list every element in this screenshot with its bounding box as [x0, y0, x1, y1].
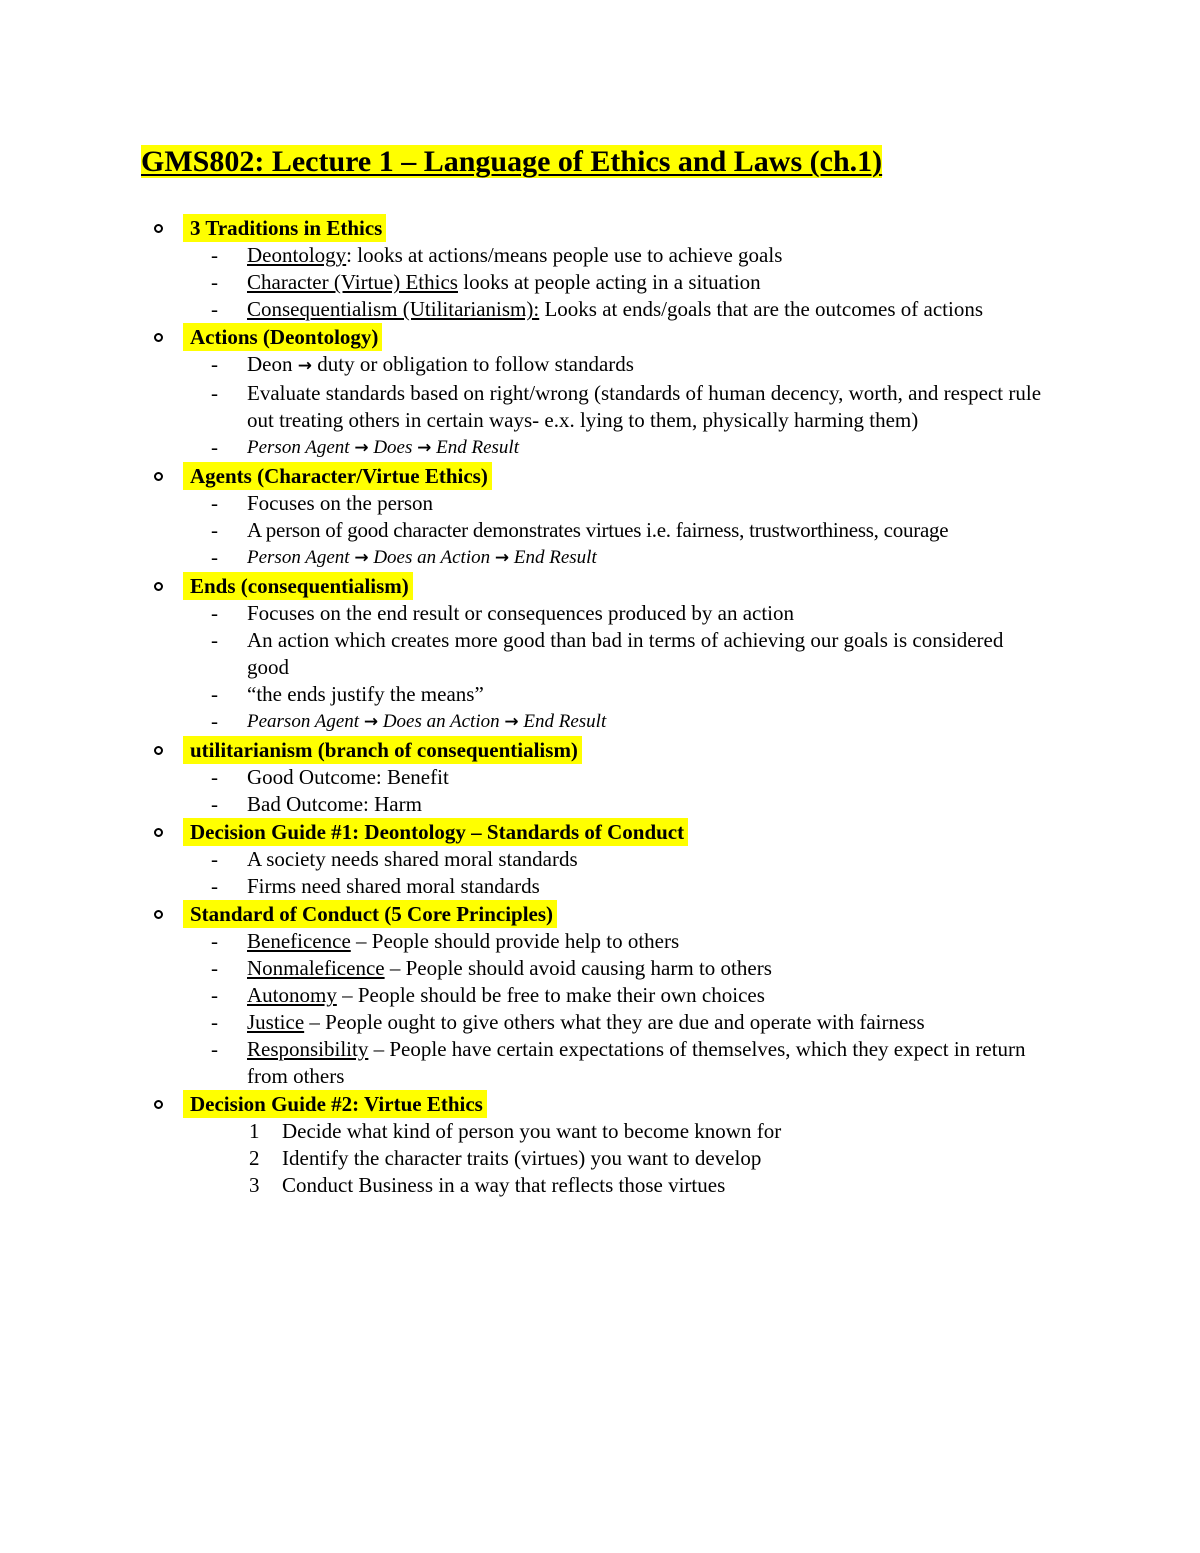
arrow-right-icon: →: [354, 548, 369, 568]
list-item: - Beneficence – People should provide help to others: [211, 929, 680, 953]
list-item: - A society needs shared moral standards: [211, 847, 578, 871]
arrow-right-icon: →: [354, 438, 369, 458]
circle-bullet-icon: [152, 214, 170, 242]
section-heading: Decision Guide #1: Deontology – Standards of Conduct: [0, 818, 1200, 846]
arrow-right-icon: →: [504, 712, 519, 732]
section-heading: Decision Guide #2: Virtue Ethics: [0, 1090, 1200, 1118]
circle-bullet-icon: [152, 1090, 170, 1118]
numbered-item: 2 Identify the character traits (virtues) you want to develop: [249, 1146, 762, 1170]
circle-bullet-icon: [152, 900, 170, 928]
list-item: - Good Outcome: Benefit: [211, 765, 449, 789]
list-item: - Focuses on the end result or consequences produced by an action: [211, 601, 795, 625]
list-item: - “the ends justify the means”: [211, 682, 484, 706]
notes-body: [0, 214, 1200, 1199]
list-item: - Responsibility – People have certain expectations of themselves, which they expect in return from others: [211, 1037, 1026, 1088]
section-heading: utilitarianism (branch of consequentialism): [0, 736, 1200, 764]
list-item: - Deontology: looks at actions/means people use to achieve goals: [211, 243, 783, 267]
arrow-right-icon: →: [363, 712, 379, 732]
list-item: - Autonomy – People should be free to make their own choices: [211, 983, 765, 1007]
arrow-right-icon: →: [417, 438, 432, 458]
list-item: - Consequentialism (Utilitarianism): Looks at ends/goals that are the outcomes of actions: [211, 297, 984, 321]
list-item: - Nonmaleficence – People should avoid causing harm to others: [211, 956, 772, 980]
section-heading: Standard of Conduct (5 Core Principles): [0, 900, 1200, 928]
list-item: - Pearson Agent → Does an Action → End Result: [211, 709, 607, 733]
page-title: GMS802: Lecture 1 – Language of Ethics and Laws (ch.1): [141, 145, 883, 178]
list-item: - Character (Virtue) Ethics looks at people acting in a situation: [211, 270, 761, 294]
list-item: - Focuses on the person: [211, 491, 434, 515]
section-heading: Agents (Character/Virtue Ethics): [0, 462, 1200, 490]
list-item: - Person Agent → Does → End Result: [211, 435, 519, 459]
section-heading: 3 Traditions in Ethics: [0, 214, 1200, 242]
list-item: - Justice – People ought to give others what they are due and operate with fairness: [211, 1010, 925, 1034]
list-item: - Person Agent → Does an Action → End Result: [211, 545, 597, 569]
arrow-right-icon: →: [297, 356, 312, 376]
numbered-item: 3 Conduct Business in a way that reflects those virtues: [249, 1173, 726, 1197]
list-item: - An action which creates more good than bad in terms of achieving our goals is considered good: [211, 628, 1004, 679]
list-item: - Evaluate standards based on right/wrong (standards of human decency, worth, and respect rule out treating others in certain ways- e.x. lying to them, physically harming them): [211, 381, 1042, 432]
circle-bullet-icon: [152, 818, 170, 846]
circle-bullet-icon: [152, 462, 170, 490]
list-item: - Deon → duty or obligation to follow standards: [211, 352, 634, 376]
arrow-right-icon: →: [494, 548, 510, 568]
section-heading: Actions (Deontology): [0, 323, 1200, 351]
section-heading: Ends (consequentialism): [0, 572, 1200, 600]
circle-bullet-icon: [152, 572, 170, 600]
list-item: - Bad Outcome: Harm: [211, 792, 422, 816]
circle-bullet-icon: [152, 736, 170, 764]
numbered-item: 1 Decide what kind of person you want to become known for: [249, 1119, 782, 1143]
list-item: - Firms need shared moral standards: [211, 874, 540, 898]
list-item: - A person of good character demonstrates virtues i.e. fairness, trustworthiness, courage: [211, 518, 949, 542]
circle-bullet-icon: [152, 323, 170, 351]
